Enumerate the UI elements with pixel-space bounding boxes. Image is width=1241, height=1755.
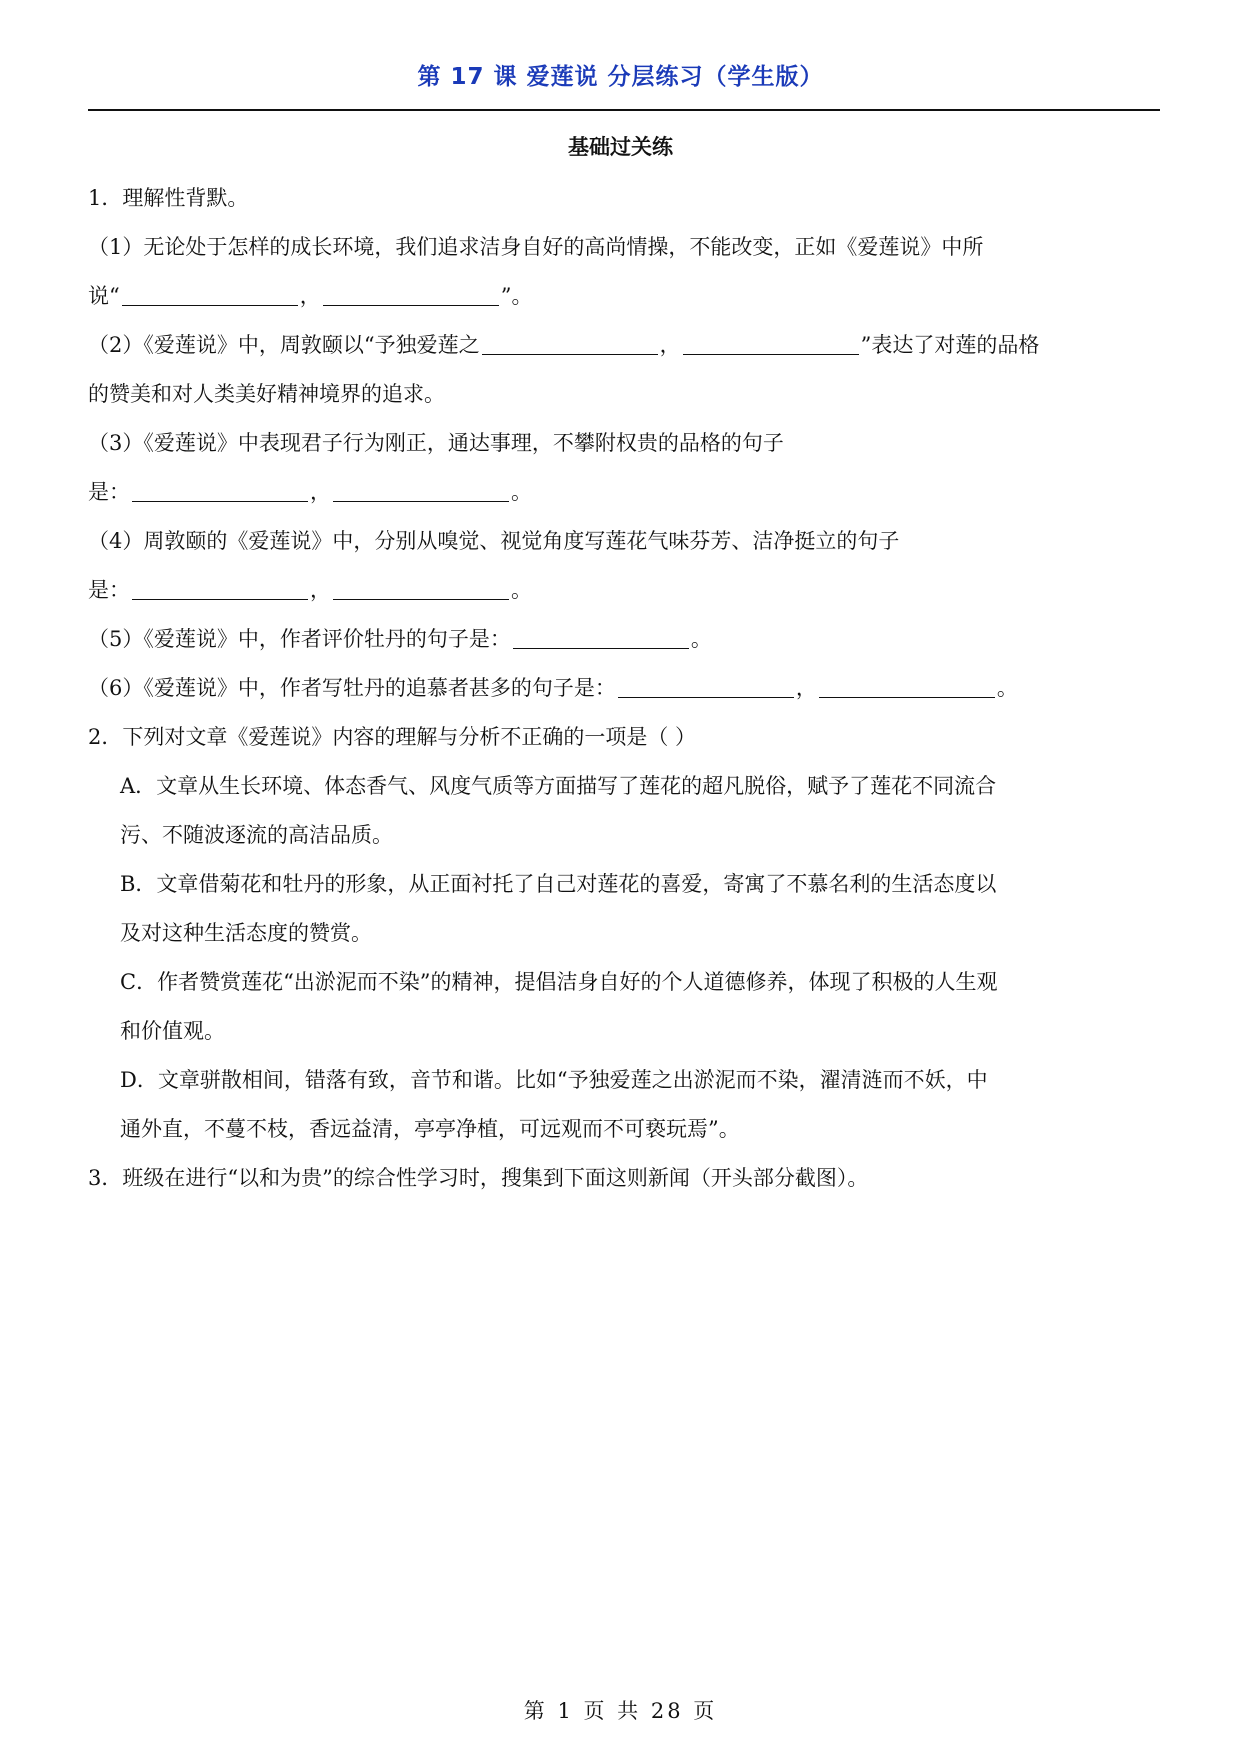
- text: 是：: [88, 480, 130, 504]
- question-3-title: 3．班级在进行“以和为贵”的综合性学习时，搜集到下面这则新闻（开头部分截图）。: [88, 1166, 869, 1190]
- fill-blank[interactable]: [122, 304, 298, 306]
- q2-option-a-line-1: A．文章从生长环境、体态香气、风度气质等方面描写了莲花的超凡脱俗，赋予了莲花不同流合: [120, 774, 997, 798]
- question-1-title: 1．理解性背默。: [88, 186, 249, 210]
- q2-option-b-line-1: B．文章借菊花和牡丹的形象，从正面衬托了自己对莲花的喜爱，寄寓了不慕名利的生活态度以: [120, 872, 997, 896]
- text: 。: [690, 627, 712, 651]
- q1-item-4-line-1: （4）周敦颐的《爱莲说》中，分别从嗅觉、视觉角度写莲花气味芬芳、洁净挺立的句子: [88, 529, 900, 553]
- fill-blank[interactable]: [618, 696, 794, 698]
- q1-item-1-line-1: （1）无论处于怎样的成长环境，我们追求洁身自好的高尚情操，不能改变，正如《爱莲说》中所: [88, 235, 984, 259]
- q2-option-d-line-2: 通外直，不蔓不枝，香远益清，亭亭净植，可远观而不可亵玩焉”。: [120, 1117, 740, 1141]
- page-title: 第 17 课 爱莲说 分层练习（学生版）: [417, 64, 824, 90]
- fill-blank[interactable]: [513, 647, 689, 649]
- fill-blank[interactable]: [333, 500, 509, 502]
- q1-item-6: [88, 664, 1160, 713]
- q1-item-2-line-1: [88, 321, 1160, 370]
- text: ，: [659, 333, 681, 357]
- q1-item-3-line-2: [88, 468, 1160, 517]
- text: 说“: [88, 284, 120, 308]
- q1-item-1-line-2: [88, 272, 1160, 321]
- page-number: 第 1 页 共 28 页: [523, 1699, 718, 1723]
- section-title: 基础过关练: [568, 135, 673, 159]
- text: 。: [511, 578, 532, 602]
- text: ，: [310, 480, 331, 504]
- fill-blank[interactable]: [482, 353, 658, 355]
- fill-blank[interactable]: [683, 353, 859, 355]
- fill-blank[interactable]: [333, 598, 509, 600]
- text: （6）《爱莲说》中，作者写牡丹的追慕者甚多的句子是：: [88, 676, 616, 700]
- text: ”表达了对莲的品格: [860, 333, 1040, 357]
- text: ”。: [500, 284, 533, 308]
- text: 。: [996, 676, 1018, 700]
- text: ，: [299, 284, 321, 308]
- header-divider: [88, 109, 1160, 111]
- q1-item-4-line-2: [88, 566, 1160, 615]
- q2-option-c-line-2: 和价值观。: [120, 1019, 225, 1043]
- text: （2）《爱莲说》中，周敦颐以“予独爱莲之: [88, 333, 480, 357]
- question-2-title: 2．下列对文章《爱莲说》内容的理解与分析不正确的一项是（ ）: [88, 725, 697, 749]
- text: 是：: [88, 578, 130, 602]
- fill-blank[interactable]: [819, 696, 995, 698]
- fill-blank[interactable]: [132, 500, 308, 502]
- text: ，: [795, 676, 817, 700]
- text: ，: [310, 578, 331, 602]
- fill-blank[interactable]: [132, 598, 308, 600]
- fill-blank[interactable]: [323, 304, 499, 306]
- q1-item-2-line-2: 的赞美和对人类美好精神境界的追求。: [88, 382, 445, 406]
- q2-option-c-line-1: C．作者赞赏莲花“出淤泥而不染”的精神，提倡洁身自好的个人道德修养，体现了积极的人生观: [120, 970, 998, 994]
- q2-option-d-line-1: D．文章骈散相间，错落有致，音节和谐。比如“予独爱莲之出淤泥而不染，濯清涟而不妖，中: [120, 1068, 988, 1092]
- text: （5）《爱莲说》中，作者评价牡丹的句子是：: [88, 627, 511, 651]
- text: 。: [511, 480, 532, 504]
- q1-item-3-line-1: （3）《爱莲说》中表现君子行为刚正，通达事理，不攀附权贵的品格的句子: [88, 431, 784, 455]
- q2-option-b-line-2: 及对这种生活态度的赞赏。: [120, 921, 372, 945]
- document-body: [88, 174, 1160, 1203]
- q1-item-5: [88, 615, 1160, 664]
- q2-option-a-line-2: 污、不随波逐流的高洁品质。: [120, 823, 393, 847]
